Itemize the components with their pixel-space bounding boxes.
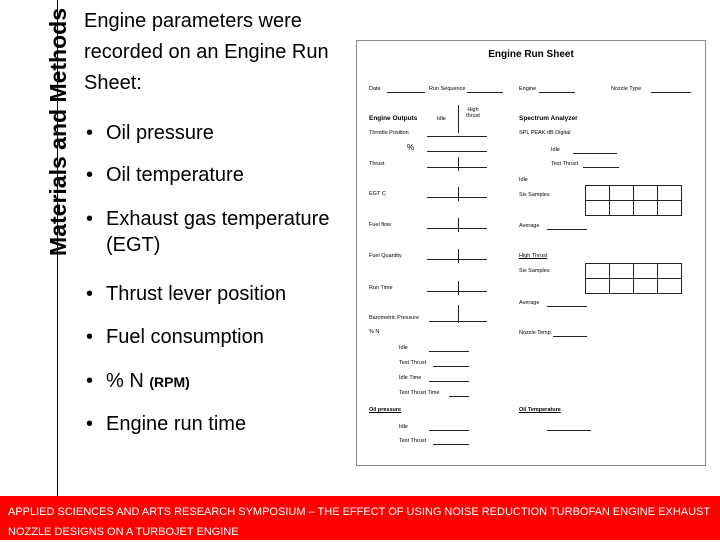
label-n-idle: Idle	[399, 345, 408, 351]
label-six-samples-1: Six Samples	[519, 192, 550, 198]
intro-text: Engine parameters were recorded on an Engine Run Sheet:	[84, 10, 329, 94]
label-spl-idle: Idle	[551, 147, 560, 153]
label-barometric-pressure: Barometric Pressure	[369, 315, 420, 321]
field-run-sequence: Run Sequence	[429, 86, 466, 92]
bullet-thrust-lever: • Thrust lever position	[84, 281, 366, 307]
section-sidebar	[0, 0, 71, 496]
label-oil-test-thrust: Test Thrust	[399, 438, 427, 444]
samples-grid-high-thrust	[585, 263, 682, 294]
label-throttle-position: Throttle Position	[369, 130, 409, 136]
engine-run-sheet-image	[356, 40, 706, 466]
label-average-2: Average	[519, 300, 540, 306]
label-egt: EGT C	[369, 191, 386, 197]
spectrum-analyzer-heading: Spectrum Analyzer	[519, 115, 578, 122]
field-engine: Engine	[519, 86, 537, 92]
label-six-samples-2: Six Samples	[519, 268, 550, 274]
label-n-test-thrust: Test Thrust	[399, 360, 427, 366]
bullet-oil-temperature: • Oil temperature	[84, 162, 366, 188]
label-average-1: Average	[519, 223, 540, 229]
label-nozzle-temp: Nozzle Temp.	[519, 330, 553, 336]
samples-grid-idle	[585, 185, 682, 216]
label-oil-pressure: Oil pressure	[369, 407, 402, 413]
label-spl-peak: SPL PEAK dB Digital	[519, 130, 571, 136]
bullet-percent-n: • % N (RPM)	[84, 368, 366, 395]
bullet-fuel-consumption: • Fuel consumption	[84, 324, 366, 350]
footer-text: APPLIED SCIENCES AND ARTS RESEARCH SYMPOSIUM – THE EFFECT OF USING NOISE REDUCTION TURBOFAN ENGINE EXHAUST NOZZLE DESIGNS ON A TURBOJET ENGINE	[8, 506, 710, 538]
bullet-engine-run-time: • Engine run time	[84, 411, 366, 437]
bullet-oil-pressure: • Oil pressure	[84, 120, 366, 146]
label-fuel-quantity: Fuel Quantity	[369, 253, 402, 259]
label-idle-time: Idle Time	[399, 375, 422, 381]
footer-banner	[0, 496, 720, 540]
percent-sign: %	[407, 143, 415, 152]
run-sheet-title: Engine Run Sheet	[488, 49, 574, 60]
label-fuel-flow: Fuel flow	[369, 222, 392, 228]
field-nozzle-type: Nozzle Type	[611, 86, 642, 92]
col-idle: Idle	[437, 116, 446, 122]
label-thrust: Thrust	[369, 161, 385, 167]
section-title: Materials and Methods	[45, 8, 71, 256]
label-percent-n: % N	[369, 329, 380, 335]
label-run-time: Run Time	[369, 285, 393, 291]
label-oil-temperature: Oil Temperature	[519, 407, 561, 413]
label-samples-idle: Idle	[519, 177, 528, 183]
label-test-thrust-time: Test Thrust Time	[399, 390, 440, 396]
label-oil-idle: Idle	[399, 424, 408, 430]
engine-outputs-heading: Engine Outputs	[369, 115, 418, 122]
col-high-thrust: High thrust	[466, 107, 480, 119]
label-high-thrust: High Thrust	[519, 253, 548, 259]
label-spl-test-thrust: Test Thrust	[551, 161, 579, 167]
field-date: Date	[369, 86, 381, 92]
bullet-egt: • Exhaust gas temperature (EGT)	[84, 206, 346, 258]
rpm-note: (RPM)	[149, 374, 190, 390]
